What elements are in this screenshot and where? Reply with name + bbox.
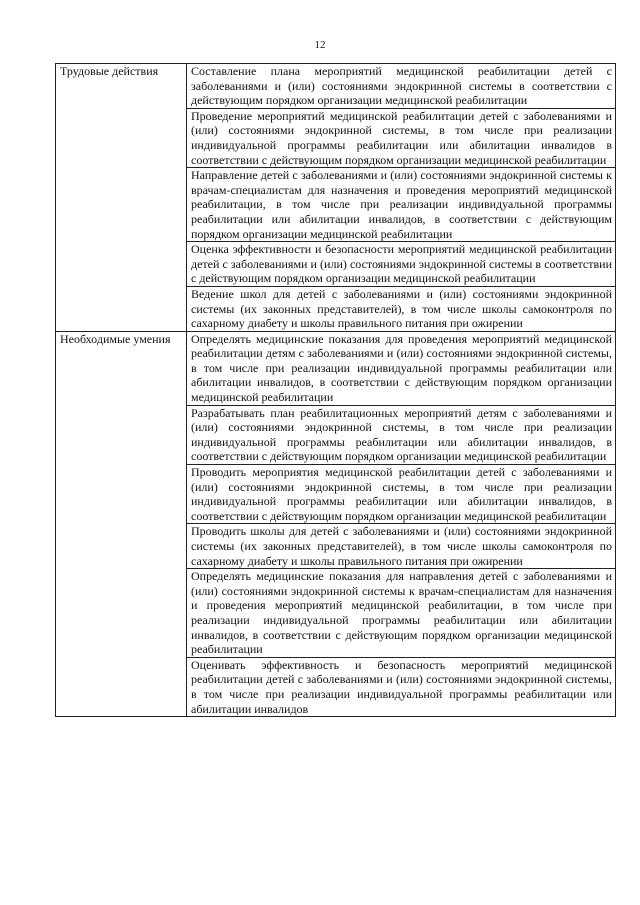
page-number: 12	[314, 39, 326, 51]
table-cell: Проводить школы для детей с заболеваниями и (или) состояниями эндокринной системы (их законных представителей), в том числе школы самоконтроля по сахарному диабету и школы правильного питания при ожирении	[187, 524, 616, 569]
table-cell: Оценка эффективности и безопасности мероприятий медицинской реабилитации детей с заболеваниями и (или) состояниями эндокринной системы в соответствии с действующим порядком организации медицинской реабилитации	[187, 242, 616, 287]
table-cell: Определять медицинские показания для проведения мероприятий медицинской реабилитации детям с заболеваниями и (или) состояниями эндокринной системы, в том числе при реализации индивидуальной программы реабилитации или абилитации инвалидов, в соответствии с действующим порядком организации медицинской реабилитации	[187, 331, 616, 405]
section-label-required-skills: Необходимые умения	[56, 331, 187, 716]
table-cell: Проведение мероприятий медицинской реабилитации детей с заболеваниями и (или) состояниями эндокринной системы, в том числе при реализации индивидуальной программы реабилитации или абилитации инвалидов в соответствии с действующим порядком организации медицинской реабилитации	[187, 108, 616, 167]
table-cell: Направление детей с заболеваниями и (или) состояниями эндокринной системы к врачам-специалистам для назначения и проведения мероприятий медицинской реабилитации, в том числе при реализации индивидуальной программы реабилитации или абилитации инвалидов, в соответствии с действующим порядком организации медицинской реабилитации	[187, 168, 616, 242]
table-cell: Составление плана мероприятий медицинской реабилитации детей с заболеваниями и (или) состояниями эндокринной системы в соответствии с действующим порядком организации медицинской реабилитации	[187, 64, 616, 109]
table-cell: Разрабатывать план реабилитационных мероприятий детям с заболеваниями и (или) состояниями эндокринной системы, в том числе при реализации индивидуальной программы реабилитации или абилитации инвалидов, в соответствии с действующим порядком организации медицинской реабилитации	[187, 405, 616, 464]
table-cell: Определять медицинские показания для направления детей с заболеваниями и (или) состояниями эндокринной системы к врачам-специалистам для назначения и проведения мероприятий медицинской реабилитации, в том числе при реализации индивидуальной программы реабилитации или абилитации инвалидов, в соответствии с действующим порядком организации медицинской реабилитации	[187, 569, 616, 658]
section-label-labor-actions: Трудовые действия	[56, 64, 187, 332]
table-cell: Проводить мероприятия медицинской реабилитации детей с заболеваниями и (или) состояниями эндокринной системы, в том числе при реализации индивидуальной программы реабилитации или абилитации инвалидов, в соответствии с действующим порядком организации медицинской реабилитации	[187, 465, 616, 524]
table-cell: Оценивать эффективность и безопасность мероприятий медицинской реабилитации детей с заболеваниями и (или) состояниями эндокринной системы, в том числе при реализации индивидуальной программы реабилитации или абилитации инвалидов	[187, 657, 616, 716]
competency-table	[55, 63, 616, 717]
table-row	[56, 64, 616, 109]
table-cell: Ведение школ для детей с заболеваниями и (или) состояниями эндокринной системы (их законных представителей), в том числе школы самоконтроля по сахарному диабету и школы правильного питания при ожирении	[187, 286, 616, 331]
table-row	[56, 331, 616, 405]
